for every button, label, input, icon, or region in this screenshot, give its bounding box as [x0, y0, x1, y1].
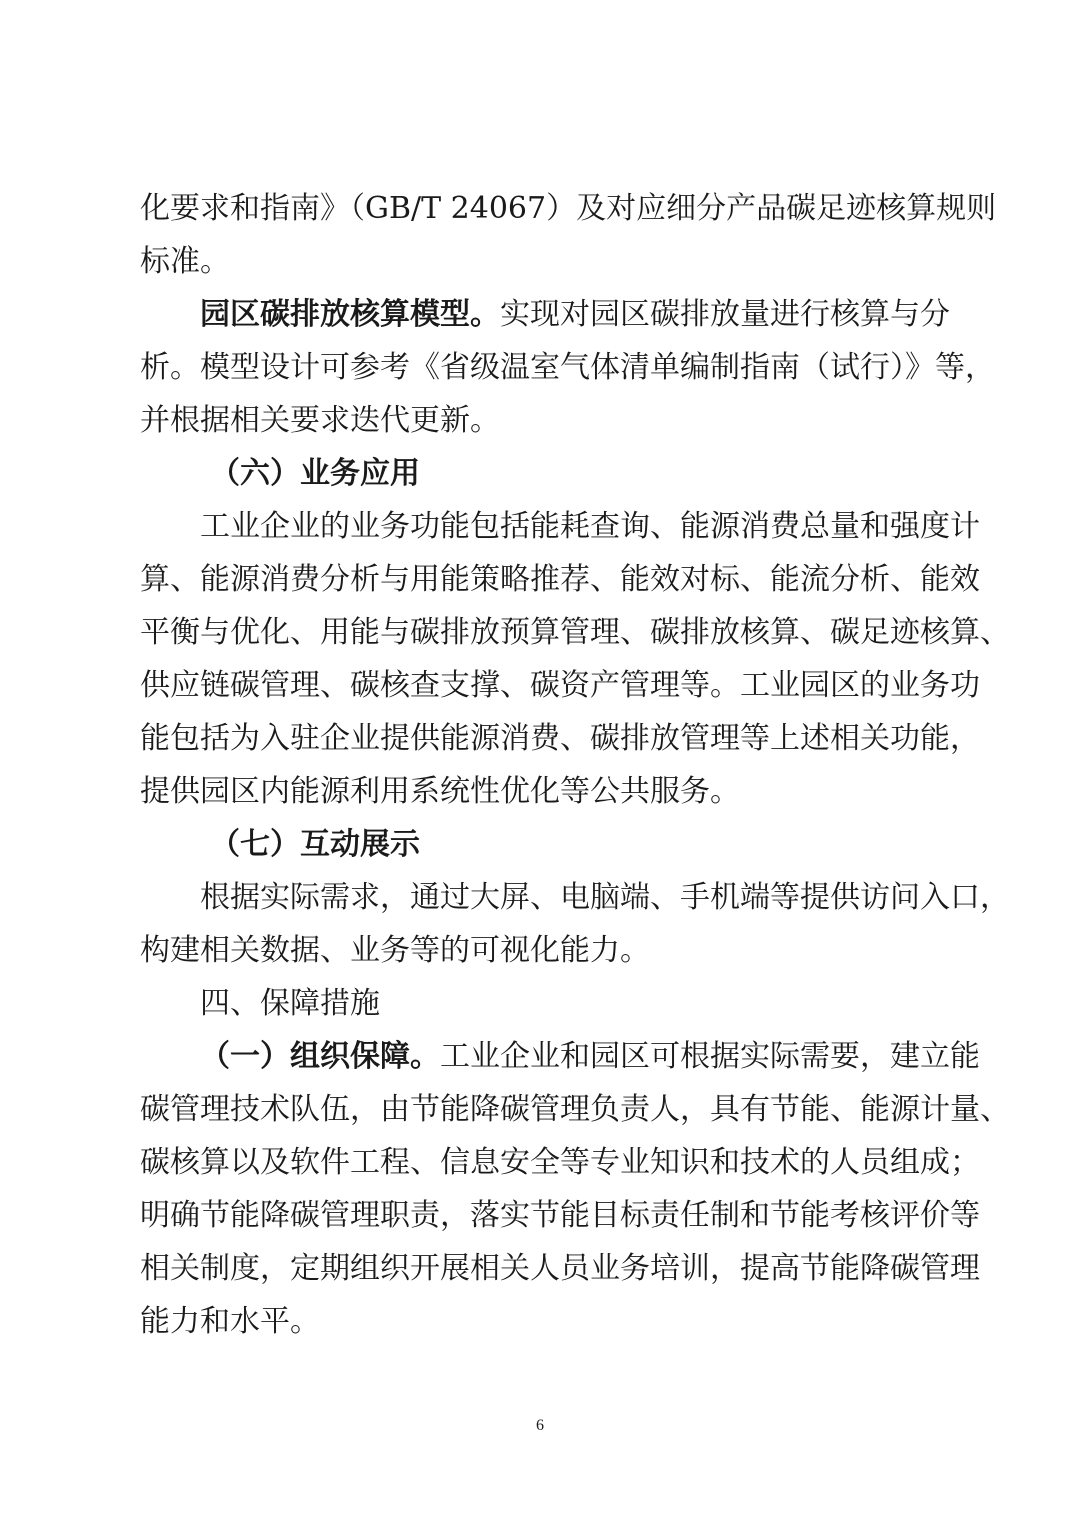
section-heading-business-applications: （六）业务应用 — [210, 456, 420, 491]
text-line: 根据实际需求，通过大屏、电脑端、手机端等提供访问入口， — [200, 880, 1010, 915]
text-line: 算、能源消费分析与用能策略推荐、能效对标、能流分析、能效 — [140, 562, 980, 597]
section-heading-interactive-display: （七）互动展示 — [210, 827, 420, 862]
text-line: 明确节能降碳管理职责，落实节能目标责任制和节能考核评价等 — [140, 1198, 980, 1233]
section-heading-safeguards: 四、保障措施 — [200, 986, 380, 1021]
page-number: 6 — [536, 1417, 544, 1434]
paragraph-park-carbon-model — [140, 288, 950, 341]
text-line: 构建相关数据、业务等的可视化能力。 — [140, 933, 650, 968]
text-run: 实现对园区碳排放量进行核算与分 — [500, 297, 950, 332]
text-line: 平衡与优化、用能与碳排放预算管理、碳排放核算、碳足迹核算、 — [140, 615, 1010, 650]
text-line: 供应链碳管理、碳核查支撑、碳资产管理等。工业园区的业务功 — [140, 668, 980, 703]
text-line: 工业企业的业务功能包括能耗查询、能源消费总量和强度计 — [200, 509, 980, 544]
text-line: 碳管理技术队伍，由节能降碳管理负责人，具有节能、能源计量、 — [140, 1092, 1010, 1127]
text-line: 能力和水平。 — [140, 1304, 320, 1339]
bold-lead-in: 园区碳排放核算模型。 — [200, 297, 500, 332]
text-run: 工业企业和园区可根据实际需要，建立能 — [440, 1039, 980, 1074]
text-line: 相关制度，定期组织开展相关人员业务培训，提高节能降碳管理 — [140, 1251, 980, 1286]
text-line: 碳核算以及软件工程、信息安全等专业知识和技术的人员组成； — [140, 1145, 980, 1180]
bold-lead-in: （一）组织保障。 — [200, 1039, 440, 1074]
text-line: 并根据相关要求迭代更新。 — [140, 403, 500, 438]
body-text — [140, 182, 1010, 1348]
text-line: 标准。 — [140, 244, 230, 279]
text-line: 化要求和指南》（GB/T 24067）及对应细分产品碳足迹核算规则 — [140, 191, 997, 226]
text-line: 提供园区内能源利用系统性优化等公共服务。 — [140, 774, 740, 809]
text-line: 能包括为入驻企业提供能源消费、碳排放管理等上述相关功能， — [140, 721, 980, 756]
text-line: 析。模型设计可参考《省级温室气体清单编制指南（试行）》等， — [140, 350, 995, 385]
paragraph-organizational-safeguard — [140, 1030, 980, 1083]
